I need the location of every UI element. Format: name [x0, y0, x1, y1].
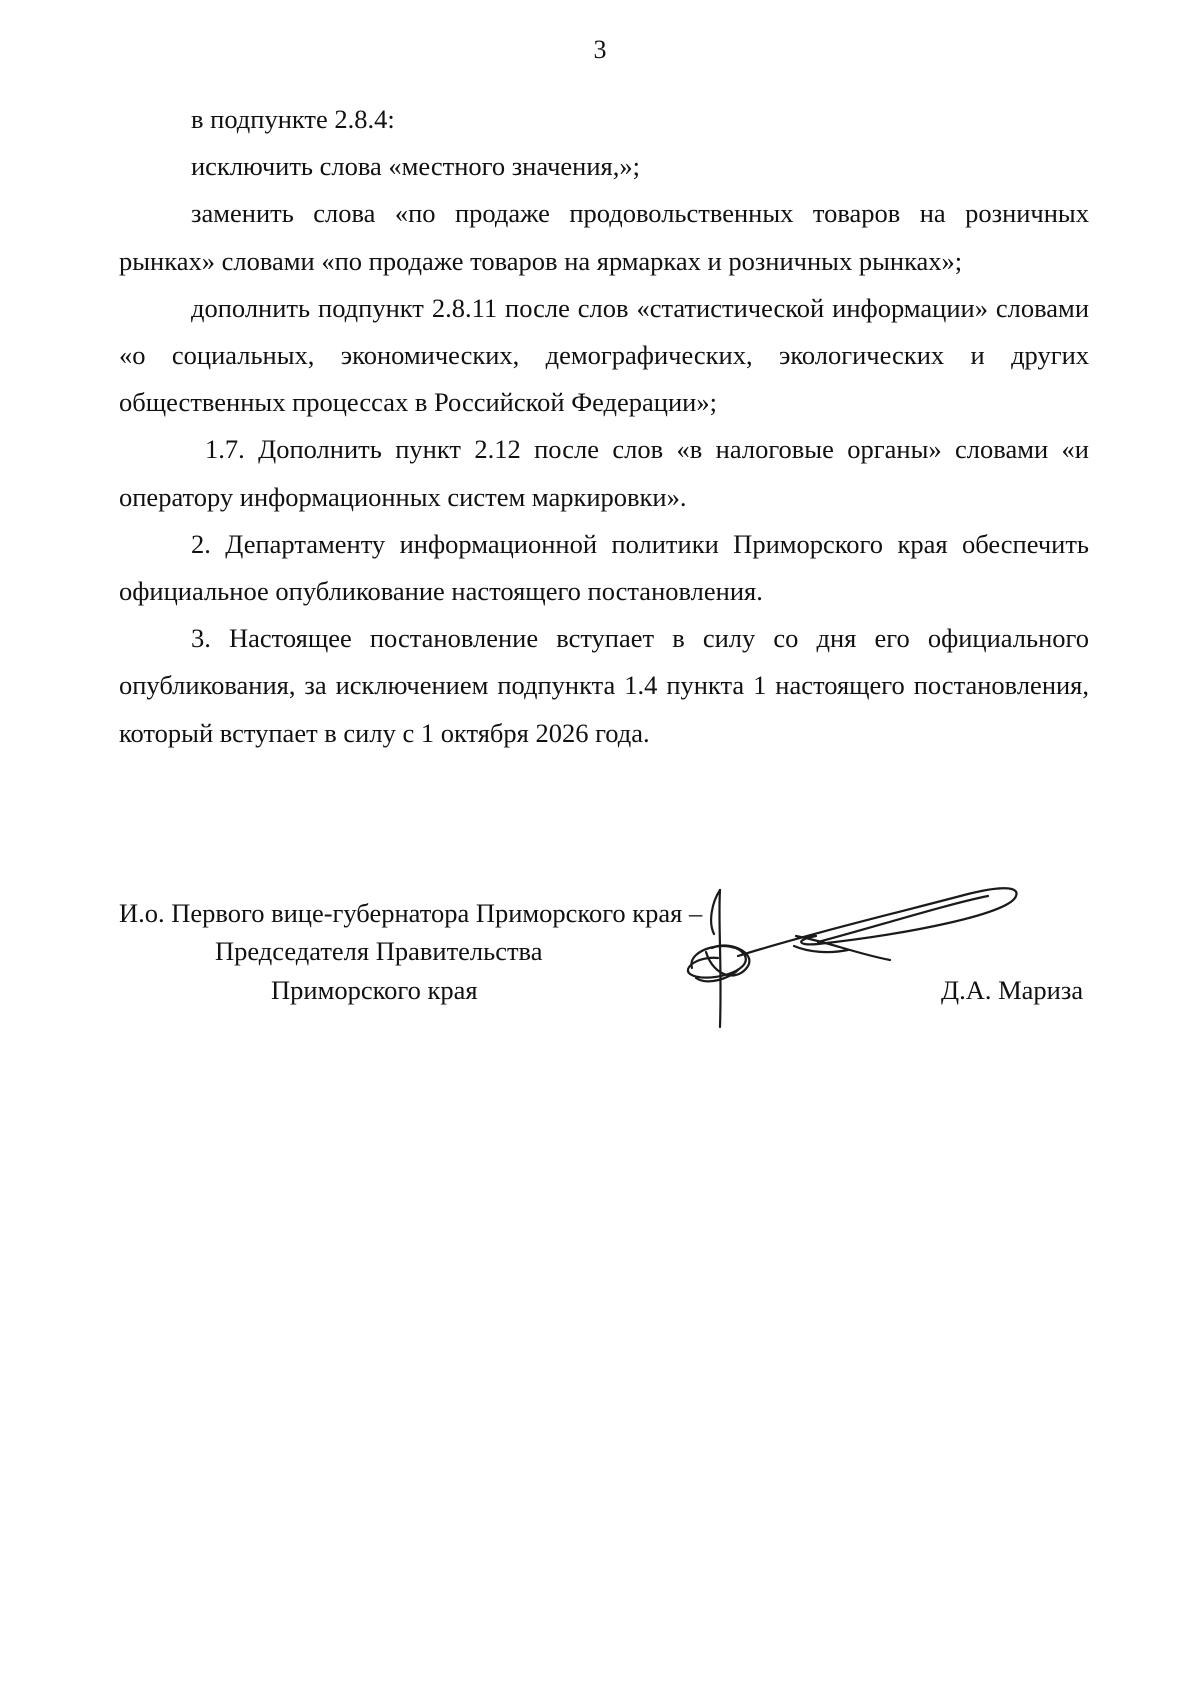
paragraph-item-3: 3. Настоящее постановление вступает в силу со дня его официального опубликования, за исключением подпункта 1.4 пункта 1 настоящего постановления, который вступает в силу с 1 октября 2026 года. [119, 623, 1089, 748]
paragraph-supplement-2-8-11: дополнить подпункт 2.8.11 после слов «статистической информации» словами «о социальных, экономических, демографических, экологических и других общественных процессах в Российской Федерации»; [119, 292, 1089, 418]
paragraph-item-2: 2. Департаменту информационной политики Приморского края обеспечить официальное опубликование настоящего постановления. [119, 528, 1089, 607]
signatory-position-line-2: Председателя Правительства [215, 936, 543, 966]
signatory-name: Д.А. Мариза [941, 975, 1084, 1005]
paragraph-item-1-7: 1.7. Дополнить пункт 2.12 после слов «в налоговые органы» словами «и оператору информационных систем маркировки». [119, 434, 1089, 512]
handwritten-signature [668, 882, 1068, 1042]
signatory-position-line-1: И.о. Первого вице-губернатора Приморского края – [119, 898, 703, 928]
paragraph-replace-words: заменить слова «по продаже продовольственных товаров на розничных рынках» словами «по продаже товаров на ярмарках и розничных рынках»; [119, 198, 1089, 276]
document-body [119, 96, 1089, 757]
paragraph-exclude-words: исключить слова «местного значения,»; [191, 151, 640, 182]
signatory-position-line-3: Приморского края [271, 975, 478, 1005]
paragraph-subclause-2-8-4: в подпункте 2.8.4: [191, 104, 395, 134]
page-number: 3 [593, 35, 607, 64]
